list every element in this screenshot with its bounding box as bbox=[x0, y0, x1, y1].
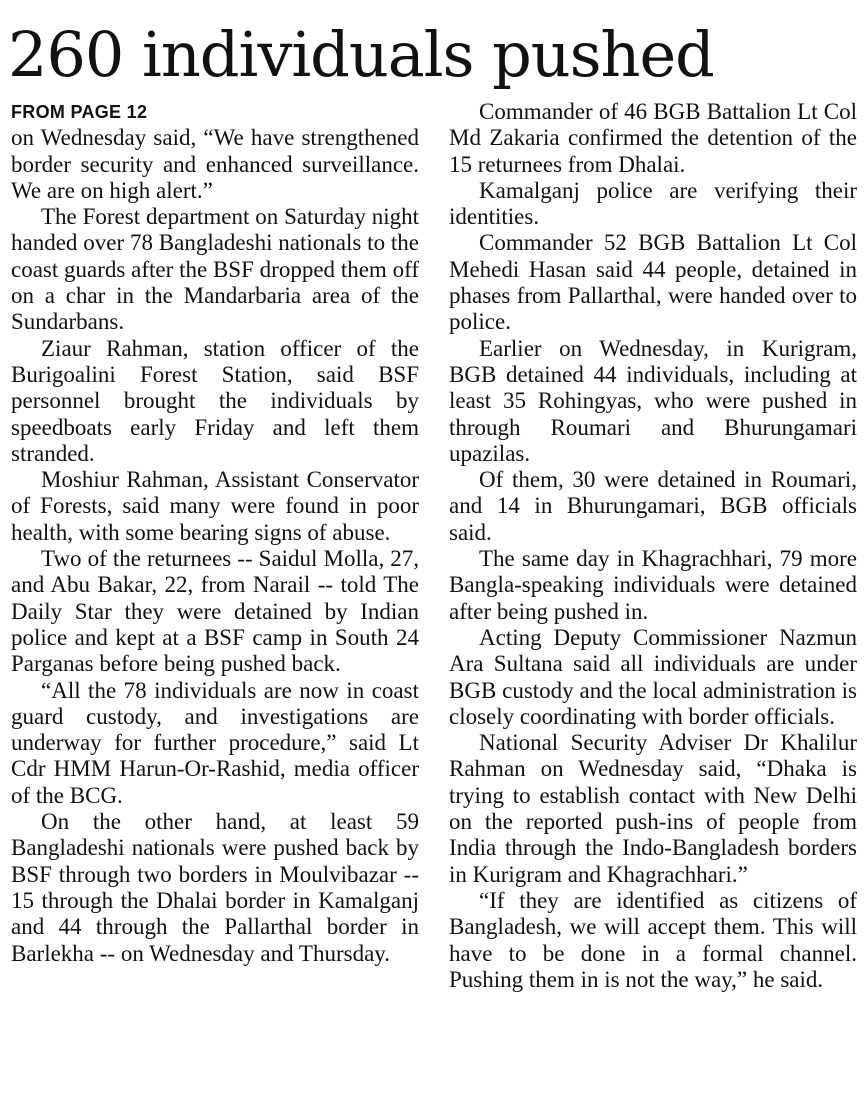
article-paragraph: Commander of 46 BGB Battalion Lt Col Md Zakaria confirmed the detention of the 15 returnees from Dhalai. bbox=[449, 99, 857, 177]
article-paragraph: “If they are identified as citizens of Bangladesh, we will accept them. This will have to be done in a formal channel. Pushing them in is not the way,” he said. bbox=[449, 887, 857, 992]
article-paragraph: The Forest department on Saturday night handed over 78 Bangladeshi nationals to the coast guards after the BSF dropped them off on a char in the Mandarbaria area of the Sundarbans. bbox=[11, 204, 419, 335]
continued-from-label: FROM PAGE 12 bbox=[11, 102, 148, 122]
article-paragraph: On the other hand, at least 59 Bangladeshi nationals were pushed back by BSF through two borders in Moulvibazar -- 15 through the Dhalai border in Kamalganj and 44 through the Pallarthal border in Barlekha -- on Wednesday and Thursday. bbox=[11, 809, 419, 966]
article-paragraph: on Wednesday said, “We have strengthened border security and enhanced surveillance. We are on high alert.” bbox=[11, 125, 419, 203]
article-column-left bbox=[11, 99, 419, 967]
article-paragraph: Commander 52 BGB Battalion Lt Col Mehedi Hasan said 44 people, detained in phases from Pallarthal, were handed over to police. bbox=[449, 230, 857, 335]
article-paragraph: National Security Adviser Dr Khalilur Rahman on Wednesday said, “Dhaka is trying to establish contact with New Delhi on the reported push-ins of people from India through the Indo-Bangladesh borders in Kurigram and Khagrachhari.” bbox=[449, 730, 857, 887]
article-paragraph: Of them, 30 were detained in Roumari, and 14 in Bhurungamari, BGB officials said. bbox=[449, 467, 857, 545]
article-paragraph: Ziaur Rahman, station officer of the Burigoalini Forest Station, said BSF personnel brought the individuals by speedboats early Friday and left them stranded. bbox=[11, 335, 419, 466]
article-paragraph: Acting Deputy Commissioner Nazmun Ara Sultana said all individuals are under BGB custody and the local administration is closely coordinating with border officials. bbox=[449, 624, 857, 729]
article-paragraph: “All the 78 individuals are now in coast guard custody, and investigations are underway for further procedure,” said Lt Cdr HMM Harun-Or-Rashid, media officer of the BCG. bbox=[11, 677, 419, 808]
article-paragraph: Two of the returnees -- Saidul Molla, 27, and Abu Bakar, 22, from Narail -- told The Daily Star they were detained by Indian police and kept at a BSF camp in South 24 Parganas before being pushed back. bbox=[11, 546, 419, 677]
article-paragraph: Earlier on Wednesday, in Kurigram, BGB detained 44 individuals, including at least 35 Rohingyas, who were pushed in through Roumari and Bhurungamari upazilas. bbox=[449, 335, 857, 466]
headline: 260 individuals pushed bbox=[8, 18, 714, 91]
article-paragraph: Kamalganj police are verifying their identities. bbox=[449, 177, 857, 230]
article-column-right bbox=[449, 99, 857, 993]
article-paragraph: The same day in Khagrachhari, 79 more Bangla-speaking individuals were detained after being pushed in. bbox=[449, 546, 857, 624]
article-paragraph: Moshiur Rahman, Assistant Conservator of Forests, said many were found in poor health, with some bearing signs of abuse. bbox=[11, 467, 419, 545]
